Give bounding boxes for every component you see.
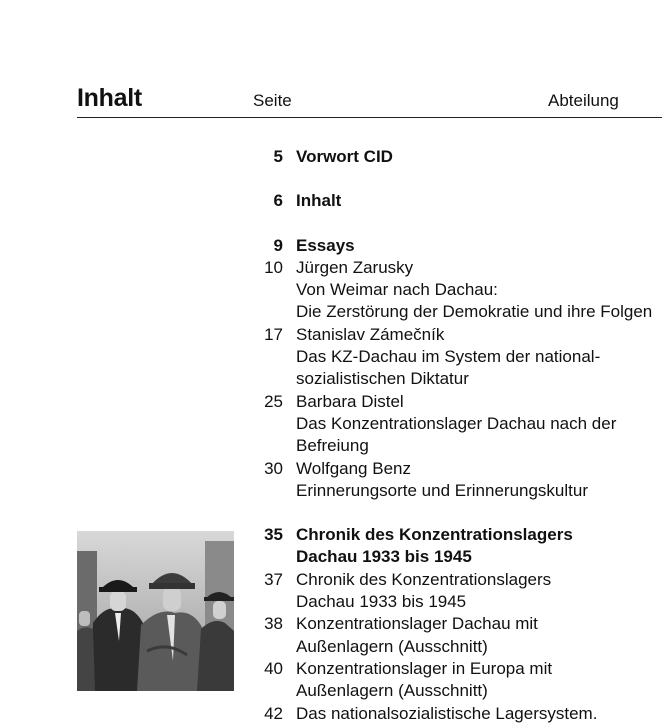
toc-entry-text: [296, 324, 662, 391]
column-header-section: Abteilung: [548, 91, 619, 110]
toc-page-number: 38: [264, 614, 283, 634]
photo-image-icon: [77, 531, 234, 691]
toc-entry-line: Chronik des Konzentrationslagers: [296, 569, 552, 589]
toc-entry-text: [296, 703, 662, 725]
toc-page-number: 30: [264, 458, 283, 478]
toc-entry-line: Das KZ-Dachau im System der national-: [296, 347, 601, 367]
toc-entry-text: [296, 613, 662, 658]
toc-entry-text: [296, 190, 662, 212]
toc-page-number: 10: [264, 257, 283, 277]
toc-entry-line: Von Weimar nach Dachau:: [296, 280, 498, 300]
toc-entry: [250, 235, 662, 257]
table-of-contents: [250, 146, 662, 725]
toc-entry: [250, 703, 662, 725]
toc-entry-text: [296, 458, 662, 503]
toc-entry-line: Chronik des Konzentrationslagers: [296, 525, 573, 545]
toc-page-number: 42: [264, 703, 283, 723]
toc-entry-line: Wolfgang Benz: [296, 458, 411, 478]
header-rule: [77, 117, 662, 118]
toc-entry-line: Dachau 1933 bis 1945: [296, 547, 472, 567]
toc-entry-line: Erinnerungsorte und Erinnerungskultur: [296, 480, 589, 500]
toc-entry: [250, 524, 662, 569]
toc-entry-line: Inhalt: [296, 191, 342, 211]
toc-entry: [250, 324, 662, 391]
toc-entry: [250, 391, 662, 458]
toc-page-number: 40: [264, 658, 283, 678]
toc-group: [250, 524, 662, 725]
toc-entry-line: Vorwort CID: [296, 147, 393, 166]
toc-entry-line: Dachau 1933 bis 1945: [296, 592, 467, 612]
toc-entry: [250, 458, 662, 503]
toc-entry: [250, 257, 662, 324]
toc-page-number: 9: [273, 235, 283, 255]
toc-entry: [250, 613, 662, 658]
toc-entry-line: Konzentrationslager Dachau mit: [296, 614, 538, 634]
toc-entry-line: Stanislav Zámečník: [296, 324, 445, 344]
toc-entry-text: [296, 146, 662, 168]
toc-group: [250, 146, 662, 168]
toc-entry: [250, 569, 662, 614]
toc-entry: [250, 658, 662, 703]
toc-page-number: 35: [264, 525, 283, 545]
toc-entry-text: [296, 524, 662, 569]
toc-entry-line: Das Konzentrationslager Dachau nach der: [296, 413, 617, 433]
toc-group: [250, 190, 662, 212]
toc-entry-line: Das nationalsozialistische Lagersystem.: [296, 703, 598, 723]
toc-entry-text: [296, 235, 662, 257]
historical-photo: [77, 531, 234, 691]
page-title: Inhalt: [77, 84, 142, 112]
toc-entry-text: [296, 391, 662, 458]
toc-page-number: 25: [264, 391, 283, 411]
toc-entry-line: Die Zerstörung der Demokratie und ihre Folgen: [296, 302, 653, 322]
toc-group: [250, 235, 662, 503]
toc-entry-line: Außenlagern (Ausschnitt): [296, 636, 488, 656]
toc-entry-text: [296, 257, 662, 324]
toc-entry: [250, 190, 662, 212]
toc-entry-line: Befreiung: [296, 436, 369, 456]
toc-page-number: 6: [273, 191, 283, 211]
toc-entry-line: Essays: [296, 235, 355, 255]
toc-entry-line: Jürgen Zarusky: [296, 257, 414, 277]
toc-entry-line: Barbara Distel: [296, 391, 404, 411]
toc-entry-line: sozialistischen Diktatur: [296, 369, 469, 389]
toc-entry-line: Konzentrationslager in Europa mit: [296, 658, 553, 678]
toc-page-number: 5: [273, 147, 283, 166]
toc-entry-text: [296, 569, 662, 614]
toc-page-number: 37: [264, 569, 283, 589]
toc-page-number: 17: [264, 324, 283, 344]
toc-entry-text: [296, 658, 662, 703]
toc-entry-line: Außenlagern (Ausschnitt): [296, 681, 488, 701]
column-header-page: Seite: [253, 91, 292, 110]
toc-entry: [250, 146, 662, 168]
